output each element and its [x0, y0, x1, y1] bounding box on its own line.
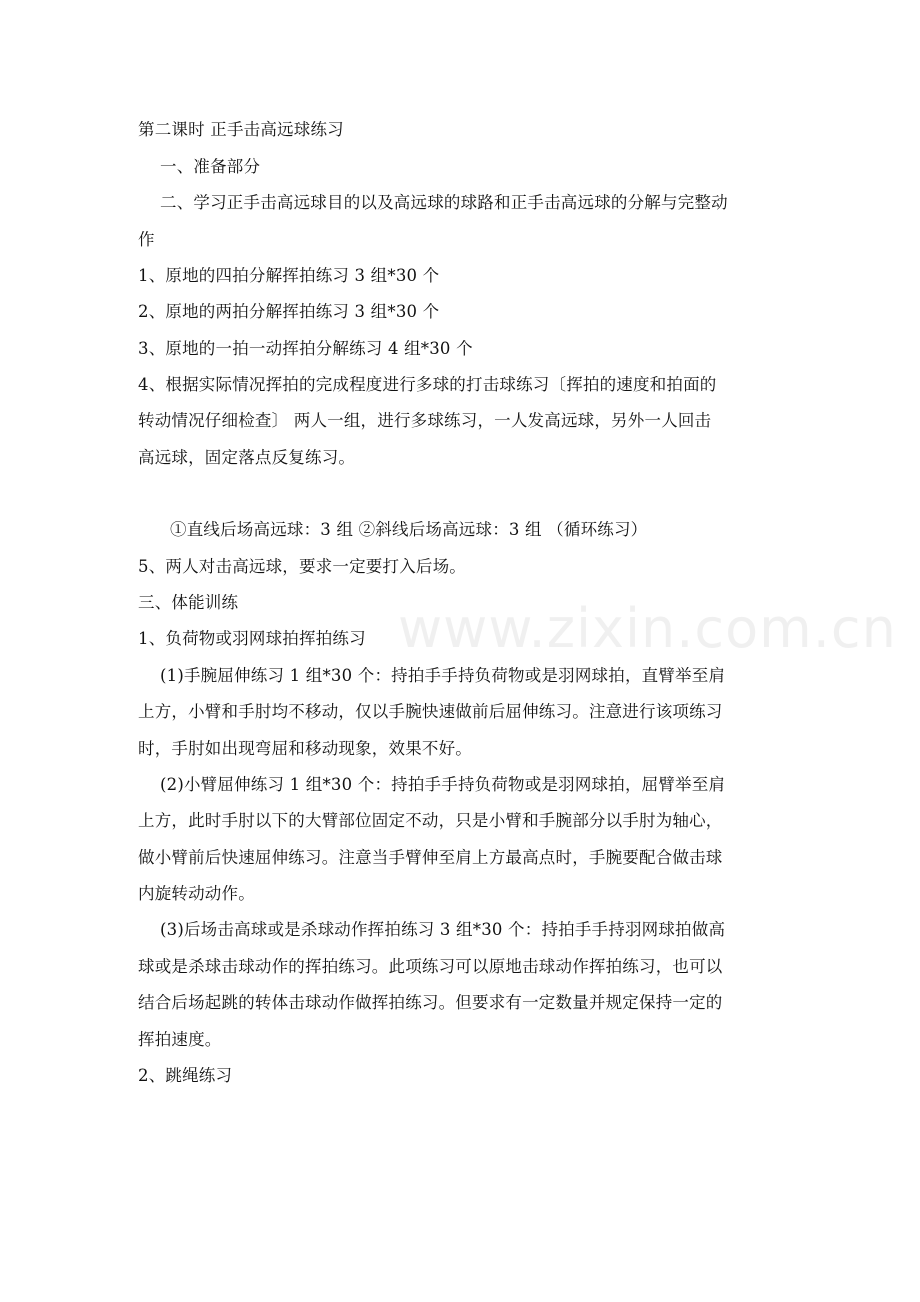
subsection-swing: 1、负荷物或羽网球拍挥拍练习 — [138, 629, 366, 648]
paragraph-line: 做小臂前后快速屈伸练习。注意当手臂伸至肩上方最高点时，手腕要配合做击球 — [138, 848, 723, 867]
paragraph-line: 结合后场起跳的转体击球动作做挥拍练习。但要求有一定数量并规定保持一定的 — [138, 993, 723, 1012]
section-learning-cont: 作 — [138, 230, 155, 249]
section-learning: 二、学习正手击高远球目的以及高远球的球路和正手击高远球的分解与完整动 — [160, 193, 728, 212]
lesson-title: 第二课时 正手击高远球练习 — [138, 120, 344, 139]
list-item: 4、根据实际情况挥拍的完成程度进行多球的打击球练习〔挥拍的速度和拍面的 — [138, 375, 717, 394]
paragraph-line: (2)小臂屈伸练习 1 组*30 个：持拍手手持负荷物或是羽网球拍，屈臂举至肩 — [160, 775, 726, 794]
paragraph-line: 挥拍速度。 — [138, 1030, 222, 1049]
section-fitness: 三、体能训练 — [138, 593, 239, 612]
paragraph-line: (1)手腕屈伸练习 1 组*30 个：持拍手手持负荷物或是羽网球拍，直臂举至肩 — [160, 666, 726, 685]
paragraph-line: 上方，小臂和手肘均不移动，仅以手腕快速做前后屈伸练习。注意进行该项练习 — [138, 702, 723, 721]
list-item: 2、原地的两拍分解挥拍练习 3 组*30 个 — [138, 302, 440, 321]
list-item: 3、原地的一拍一动挥拍分解练习 4 组*30 个 — [138, 339, 473, 358]
paragraph-line: 上方，此时手肘以下的大臂部位固定不动，只是小臂和手腕部分以手肘为轴心， — [138, 811, 723, 830]
paragraph-line: 时，手肘如出现弯屈和移动现象，效果不好。 — [138, 739, 472, 758]
drill-line: ①直线后场高远球：3 组 ②斜线后场高远球：3 组 （循环练习） — [170, 520, 648, 539]
list-item-cont: 转动情况仔细检查〕 两人一组，进行多球练习，一人发高远球，另外一人回击 — [138, 411, 712, 430]
watermark: www.zixin.com.cn — [398, 597, 897, 660]
subsection-jump-rope: 2、跳绳练习 — [138, 1066, 233, 1085]
section-preparation: 一、准备部分 — [160, 157, 261, 176]
paragraph-line: 球或是杀球击球动作的挥拍练习。此项练习可以原地击球动作挥拍练习，也可以 — [138, 957, 723, 976]
paragraph-line: 内旋转动动作。 — [138, 884, 255, 903]
list-item: 1、原地的四拍分解挥拍练习 3 组*30 个 — [138, 266, 440, 285]
list-item: 5、两人对击高远球，要求一定要打入后场。 — [138, 557, 466, 576]
paragraph-line: (3)后场击高球或是杀球动作挥拍练习 3 组*30 个：持拍手手持羽网球拍做高 — [160, 920, 726, 939]
list-item-cont: 高远球，固定落点反复练习。 — [138, 448, 356, 467]
